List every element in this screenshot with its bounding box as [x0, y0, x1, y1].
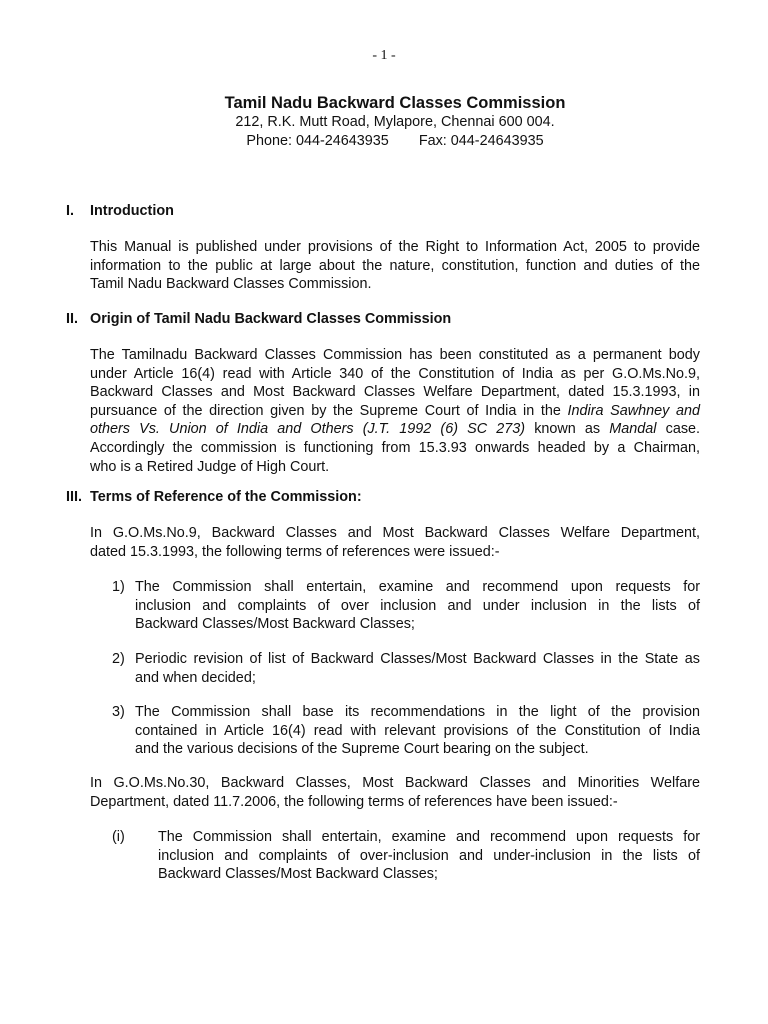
page-number: - 1 -	[372, 48, 396, 63]
list-item-text	[135, 650, 700, 687]
section-heading-introduction	[66, 202, 174, 221]
paragraph-line: In G.O.Ms.No.30, Backward Classes, Most Backward Classes and Minorities Welfare	[90, 775, 700, 791]
list-item-line: inclusion and complaints of over inclusion and under inclusion in the lists of	[135, 597, 700, 614]
case-short-name: Mandal	[609, 421, 657, 438]
paragraph-text: pursuance of the direction given by the Supreme Court of India in the	[90, 402, 561, 419]
case-name: Indira Sawhney and	[567, 402, 700, 419]
paragraph-line: The Tamilnadu Backward Classes Commission has been constituted as a permanent body	[90, 347, 700, 363]
paragraph-line: Backward Classes and Most Backward Classes Welfare Department, dated 15.3.1993, in	[90, 384, 700, 401]
contact-line	[0, 132, 768, 151]
paragraph-line: Department, dated 11.7.2006, the following terms of references have been issued:-	[90, 793, 618, 810]
paragraph-text: case.	[665, 421, 701, 438]
section-heading-origin	[66, 310, 451, 329]
section-title: Introduction	[90, 203, 174, 219]
paragraph-line: In G.O.Ms.No.9, Backward Classes and Most Backward Classes Welfare Department,	[90, 525, 700, 541]
section-heading-terms	[66, 488, 362, 507]
paragraph-line-mixed	[90, 420, 700, 439]
paragraph-line: who is a Retired Judge of High Court.	[90, 458, 330, 475]
section-number: II.	[66, 311, 78, 327]
list-item-line: Backward Classes/Most Backward Classes;	[135, 616, 415, 633]
list-item-line: The Commission shall base its recommendations in the light of the provision	[135, 704, 700, 720]
paragraph-line-mixed	[90, 402, 700, 421]
organization-name: Tamil Nadu Backward Classes Commission	[224, 94, 566, 112]
case-citation: others Vs. Union of India and Others (J.T. 1992 (6) SC 273)	[90, 421, 526, 438]
section-title: Terms of Reference of the Commission:	[90, 489, 362, 505]
paragraph-line: Tamil Nadu Backward Classes Commission.	[90, 276, 372, 293]
document-header	[0, 93, 768, 151]
list-item-line: and the various decisions of the Supreme Court bearing on the subject.	[135, 741, 589, 758]
section-title: Origin of Tamil Nadu Backward Classes Commission	[90, 311, 452, 327]
section-number: I.	[66, 203, 74, 219]
terms-second-intro-paragraph	[90, 774, 700, 811]
paragraph-line: dated 15.3.1993, the following terms of references were issued:-	[90, 543, 500, 560]
list-marker: (i)	[112, 829, 125, 845]
list-marker: 1)	[112, 579, 125, 595]
list-marker: 2)	[112, 651, 125, 667]
organization-address: 212, R.K. Mutt Road, Mylapore, Chennai 600 004.	[235, 114, 555, 130]
list-marker: 3)	[112, 704, 125, 720]
list-item-line: contained in Article 16(4) read with relevant provisions of the Constitution of India	[135, 722, 700, 739]
list-item-line: The Commission shall entertain, examine and recommend upon requests for	[135, 579, 700, 595]
section-number: III.	[66, 489, 82, 505]
paragraph-line: Accordingly the commission is functioning from 15.3.93 onwards headed by a Chairman,	[90, 439, 700, 456]
terms-intro-paragraph	[90, 524, 700, 561]
paragraph-line: information to the public at large about the nature, constitution, function and duties of the	[90, 257, 700, 274]
list-item-text	[135, 578, 700, 634]
origin-paragraph	[90, 346, 700, 476]
list-item-line: The Commission shall entertain, examine and recommend upon requests for	[158, 829, 700, 845]
paragraph-text: known as	[534, 421, 601, 438]
list-item-text	[135, 703, 700, 759]
fax-number: Fax: 044-24643935	[418, 133, 544, 149]
list-item-line: Periodic revision of list of Backward Classes/Most Backward Classes in the State as	[135, 651, 700, 667]
list-item-line: and when decided;	[135, 669, 256, 686]
list-item-line: Backward Classes/Most Backward Classes;	[158, 866, 438, 883]
paragraph-line: under Article 16(4) read with Article 340 of the Constitution of India as per G.O.Ms.No.9,	[90, 365, 700, 382]
introduction-paragraph	[90, 238, 700, 294]
list-item-text	[158, 828, 700, 884]
list-item-line: inclusion and complaints of over-inclusion and under-inclusion in the lists of	[158, 847, 700, 864]
phone-number: Phone: 044-24643935	[246, 133, 389, 149]
paragraph-line: This Manual is published under provisions of the Right to Information Act, 2005 to provide	[90, 239, 700, 255]
